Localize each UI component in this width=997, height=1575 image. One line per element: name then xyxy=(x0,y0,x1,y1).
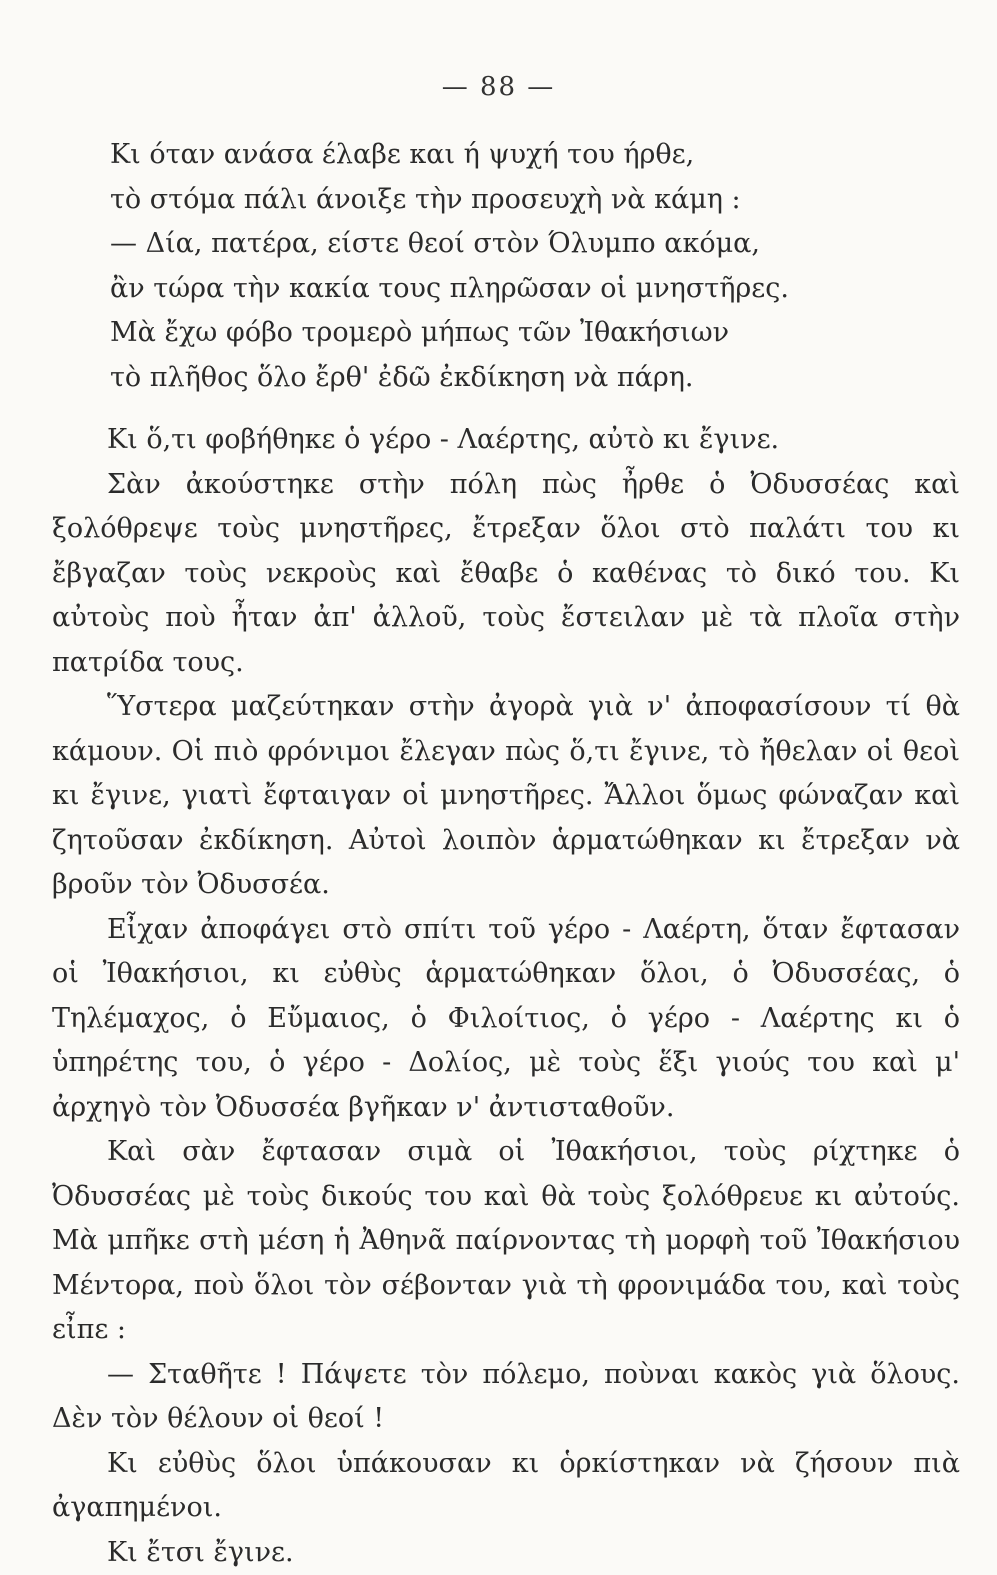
verse-block xyxy=(110,133,789,400)
verse-line: τὸ στόμα πάλι άνοιξε τὴν προσευχὴ νὰ κάμη : xyxy=(110,178,789,223)
paragraph: Κι ἔτσι ἔγινε. xyxy=(52,1531,960,1575)
paragraph: Κι ὅ,τι φοβήθηκε ὁ γέρο - Λαέρτης, αὐτὸ κι ἔγινε. xyxy=(52,418,960,463)
paragraph: Εἶχαν ἀποφάγει στὸ σπίτι τοῦ γέρο - Λαέρτη, ὅταν ἔφτασαν οἱ Ἰθακήσιοι, κι εὐθὺς ἁρματώθηκαν ὅλοι, ὁ Ὀδυσσέας, ὁ Τηλέμαχος, ὁ Εὔμαιος, ὁ Φιλοίτιος, ὁ γέρο - Λαέρτης κι ὁ ὑπηρέτης του, ὁ γέρο - Δολίος, μὲ τοὺς ἕξι γιούς του καὶ μ' ἀρχηγὸ τὸν Ὀδυσσέα βγῆκαν ν' ἀντισταθοῦν. xyxy=(52,908,960,1131)
prose-block xyxy=(52,418,960,1575)
verse-line: — Δία, πατέρα, είστε θεοί στὸν Όλυμπο ακόμα, xyxy=(110,222,789,267)
page-number: — 88 — xyxy=(0,72,997,102)
paragraph: Σὰν ἀκούστηκε στὴν πόλη πὼς ἦρθε ὁ Ὀδυσσέας καὶ ξολόθρεψε τοὺς μνηστῆρες, ἔτρεξαν ὅλοι στὸ παλάτι του κι ἔβγαζαν τοὺς νεκροὺς καὶ ἔθαβε ὁ καθένας τὸ δικό του. Κι αὐτοὺς ποὺ ἦταν ἀπ' ἀλλοῦ, τοὺς ἔστειλαν μὲ τὰ πλοῖα στὴν πατρίδα τους. xyxy=(52,463,960,686)
paragraph: Καὶ σὰν ἔφτασαν σιμὰ οἱ Ἰθακήσιοι, τοὺς ρίχτηκε ὁ Ὀδυσσέας μὲ τοὺς δικούς του καὶ θὰ τοὺς ξολόθρευε κι αὐτούς. Μὰ μπῆκε στὴ μέση ἡ Ἀθηνᾶ παίρνοντας τὴ μορφὴ τοῦ Ἰθακήσιου Μέντορα, ποὺ ὅλοι τὸν σέβονταν γιὰ τὴ φρονιμάδα του, καὶ τοὺς εἶπε : xyxy=(52,1130,960,1353)
verse-line: Κι όταν ανάσα έλαβε και ή ψυχή του ήρθε, xyxy=(110,133,789,178)
paragraph: Κι εὐθὺς ὅλοι ὑπάκουσαν κι ὁρκίστηκαν νὰ ζήσουν πιὰ ἀγαπημένοι. xyxy=(52,1442,960,1531)
verse-line: ἂν τώρα τὴν κακία τους πληρῶσαν οἱ μνηστῆρες. xyxy=(110,267,789,312)
paragraph: — Σταθῆτε ! Πάψετε τὸν πόλεμο, ποὺναι κακὸς γιὰ ὅλους. Δὲν τὸν θέλουν οἱ θεοί ! xyxy=(52,1353,960,1442)
verse-line: Μὰ ἔχω φόβο τρομερὸ μήπως τῶν Ἰθακήσιων xyxy=(110,311,789,356)
paragraph: Ὕστερα μαζεύτηκαν στὴν ἀγορὰ γιὰ ν' ἀποφασίσουν τί θὰ κάμουν. Οἱ πιὸ φρόνιμοι ἔλεγαν πὼς ὅ,τι ἔγινε, τὸ ἤθελαν οἱ θεοὶ κι ἔγινε, γιατὶ ἔφταιγαν οἱ μνηστῆρες. Ἄλλοι ὅμως φώναζαν καὶ ζητοῦσαν ἐκδίκηση. Αὐτοὶ λοιπὸν ἁρματώθηκαν κι ἔτρεξαν νὰ βροῦν τὸν Ὀδυσσέα. xyxy=(52,685,960,908)
verse-line: τὸ πλῆθος ὅλο ἔρθ' ἐδῶ ἐκδίκηση νὰ πάρη. xyxy=(110,356,789,401)
